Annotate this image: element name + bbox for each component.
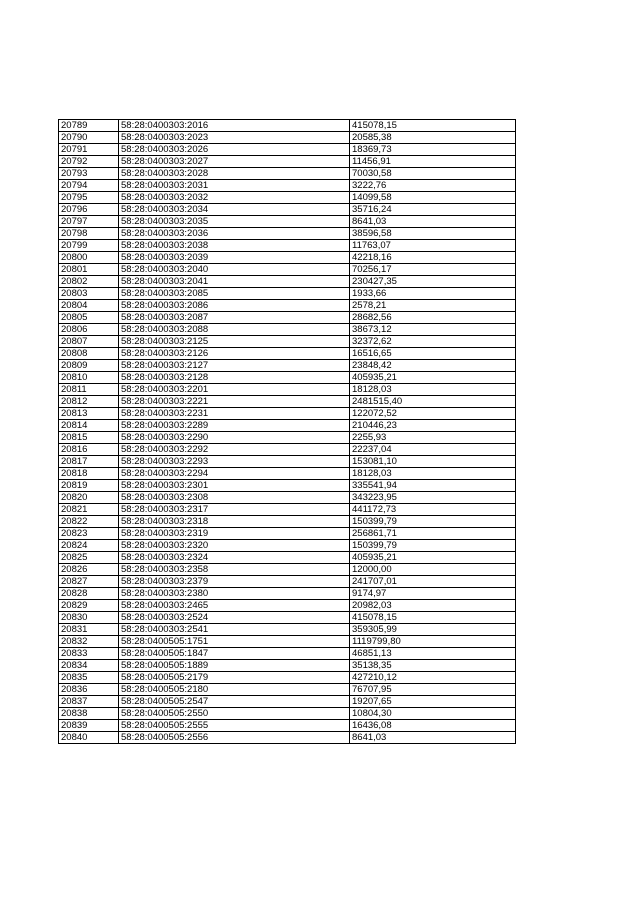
- table-row: [59, 732, 516, 744]
- value-cell: 12000,00: [350, 564, 516, 576]
- value-cell: 427210,12: [350, 672, 516, 684]
- row-number-cell: 20826: [59, 564, 119, 576]
- table-row: [59, 408, 516, 420]
- cadastral-number-cell: 58:28:0400303:2231: [119, 408, 350, 420]
- row-number-cell: 20811: [59, 384, 119, 396]
- table-row: [59, 504, 516, 516]
- cadastral-number-cell: 58:28:0400303:2379: [119, 576, 350, 588]
- cadastral-number-cell: 58:28:0400303:2524: [119, 612, 350, 624]
- cadastral-number-cell: 58:28:0400303:2289: [119, 420, 350, 432]
- row-number-cell: 20840: [59, 732, 119, 744]
- value-cell: 405935,21: [350, 552, 516, 564]
- row-number-cell: 20802: [59, 276, 119, 288]
- row-number-cell: 20794: [59, 180, 119, 192]
- table-row: [59, 264, 516, 276]
- row-number-cell: 20822: [59, 516, 119, 528]
- value-cell: 210446,23: [350, 420, 516, 432]
- value-cell: 16436,08: [350, 720, 516, 732]
- table-row: [59, 636, 516, 648]
- table-row: [59, 456, 516, 468]
- value-cell: 2255,93: [350, 432, 516, 444]
- row-number-cell: 20833: [59, 648, 119, 660]
- table-row: [59, 660, 516, 672]
- value-cell: 1933,66: [350, 288, 516, 300]
- row-number-cell: 20838: [59, 708, 119, 720]
- cadastral-number-cell: 58:28:0400303:2039: [119, 252, 350, 264]
- value-cell: 230427,35: [350, 276, 516, 288]
- row-number-cell: 20831: [59, 624, 119, 636]
- value-cell: 23848,42: [350, 360, 516, 372]
- row-number-cell: 20828: [59, 588, 119, 600]
- table-row: [59, 696, 516, 708]
- cadastral-number-cell: 58:28:0400303:2320: [119, 540, 350, 552]
- cadastral-number-cell: 58:28:0400303:2088: [119, 324, 350, 336]
- table-row: [59, 312, 516, 324]
- value-cell: 22237,04: [350, 444, 516, 456]
- row-number-cell: 20797: [59, 216, 119, 228]
- cadastral-number-cell: 58:28:0400505:2547: [119, 696, 350, 708]
- cadastral-number-cell: 58:28:0400303:2127: [119, 360, 350, 372]
- row-number-cell: 20808: [59, 348, 119, 360]
- table-row: [59, 720, 516, 732]
- value-cell: 150399,79: [350, 516, 516, 528]
- cadastral-number-cell: 58:28:0400303:2027: [119, 156, 350, 168]
- cadastral-number-cell: 58:28:0400303:2541: [119, 624, 350, 636]
- cadastral-number-cell: 58:28:0400303:2087: [119, 312, 350, 324]
- value-cell: 42218,16: [350, 252, 516, 264]
- row-number-cell: 20820: [59, 492, 119, 504]
- table-row: [59, 624, 516, 636]
- value-cell: 20982,03: [350, 600, 516, 612]
- table-row: [59, 708, 516, 720]
- row-number-cell: 20806: [59, 324, 119, 336]
- row-number-cell: 20791: [59, 144, 119, 156]
- table-row: [59, 252, 516, 264]
- table-row: [59, 216, 516, 228]
- cadastral-number-cell: 58:28:0400303:2301: [119, 480, 350, 492]
- table-row: [59, 600, 516, 612]
- row-number-cell: 20829: [59, 600, 119, 612]
- row-number-cell: 20815: [59, 432, 119, 444]
- table-row: [59, 384, 516, 396]
- row-number-cell: 20796: [59, 204, 119, 216]
- table-row: [59, 468, 516, 480]
- value-cell: 122072,52: [350, 408, 516, 420]
- row-number-cell: 20807: [59, 336, 119, 348]
- table-row: [59, 156, 516, 168]
- table-row: [59, 516, 516, 528]
- cadastral-number-cell: 58:28:0400303:2221: [119, 396, 350, 408]
- row-number-cell: 20821: [59, 504, 119, 516]
- row-number-cell: 20839: [59, 720, 119, 732]
- cadastral-number-cell: 58:28:0400303:2026: [119, 144, 350, 156]
- table-row: [59, 612, 516, 624]
- table-row: [59, 492, 516, 504]
- cadastral-number-cell: 58:28:0400303:2358: [119, 564, 350, 576]
- value-cell: 3222,76: [350, 180, 516, 192]
- value-cell: 241707,01: [350, 576, 516, 588]
- value-cell: 18128,03: [350, 468, 516, 480]
- value-cell: 28682,56: [350, 312, 516, 324]
- cadastral-number-cell: 58:28:0400303:2040: [119, 264, 350, 276]
- cadastral-number-cell: 58:28:0400303:2032: [119, 192, 350, 204]
- row-number-cell: 20798: [59, 228, 119, 240]
- data-table: [58, 119, 516, 744]
- value-cell: 46851,13: [350, 648, 516, 660]
- table-row: [59, 228, 516, 240]
- value-cell: 415078,15: [350, 612, 516, 624]
- cadastral-number-cell: 58:28:0400505:1751: [119, 636, 350, 648]
- cadastral-number-cell: 58:28:0400505:2179: [119, 672, 350, 684]
- value-cell: 2578,21: [350, 300, 516, 312]
- row-number-cell: 20837: [59, 696, 119, 708]
- table-row: [59, 132, 516, 144]
- row-number-cell: 20818: [59, 468, 119, 480]
- row-number-cell: 20827: [59, 576, 119, 588]
- row-number-cell: 20799: [59, 240, 119, 252]
- value-cell: 415078,15: [350, 120, 516, 132]
- table-row: [59, 672, 516, 684]
- value-cell: 11763,07: [350, 240, 516, 252]
- cadastral-number-cell: 58:28:0400303:2324: [119, 552, 350, 564]
- value-cell: 11456,91: [350, 156, 516, 168]
- row-number-cell: 20817: [59, 456, 119, 468]
- row-number-cell: 20830: [59, 612, 119, 624]
- row-number-cell: 20801: [59, 264, 119, 276]
- value-cell: 14099,58: [350, 192, 516, 204]
- row-number-cell: 20835: [59, 672, 119, 684]
- value-cell: 70030,58: [350, 168, 516, 180]
- table-row: [59, 336, 516, 348]
- cadastral-number-cell: 58:28:0400505:2550: [119, 708, 350, 720]
- table-row: [59, 360, 516, 372]
- table-row: [59, 684, 516, 696]
- value-cell: 70256,17: [350, 264, 516, 276]
- value-cell: 405935,21: [350, 372, 516, 384]
- row-number-cell: 20836: [59, 684, 119, 696]
- cadastral-number-cell: 58:28:0400505:2556: [119, 732, 350, 744]
- table-row: [59, 276, 516, 288]
- cadastral-number-cell: 58:28:0400303:2034: [119, 204, 350, 216]
- table-row: [59, 324, 516, 336]
- value-cell: 18369,73: [350, 144, 516, 156]
- row-number-cell: 20789: [59, 120, 119, 132]
- row-number-cell: 20804: [59, 300, 119, 312]
- row-number-cell: 20800: [59, 252, 119, 264]
- cadastral-number-cell: 58:28:0400303:2031: [119, 180, 350, 192]
- value-cell: 256861,71: [350, 528, 516, 540]
- value-cell: 8641,03: [350, 216, 516, 228]
- row-number-cell: 20803: [59, 288, 119, 300]
- value-cell: 18128,03: [350, 384, 516, 396]
- value-cell: 9174,97: [350, 588, 516, 600]
- cadastral-number-cell: 58:28:0400303:2465: [119, 600, 350, 612]
- value-cell: 335541,94: [350, 480, 516, 492]
- table-body: [59, 120, 516, 744]
- row-number-cell: 20795: [59, 192, 119, 204]
- cadastral-number-cell: 58:28:0400505:1847: [119, 648, 350, 660]
- cadastral-number-cell: 58:28:0400303:2294: [119, 468, 350, 480]
- cadastral-number-cell: 58:28:0400303:2023: [119, 132, 350, 144]
- cadastral-number-cell: 58:28:0400303:2036: [119, 228, 350, 240]
- row-number-cell: 20819: [59, 480, 119, 492]
- row-number-cell: 20793: [59, 168, 119, 180]
- value-cell: 76707,95: [350, 684, 516, 696]
- value-cell: 16516,65: [350, 348, 516, 360]
- row-number-cell: 20790: [59, 132, 119, 144]
- row-number-cell: 20814: [59, 420, 119, 432]
- cadastral-number-cell: 58:28:0400303:2293: [119, 456, 350, 468]
- table-row: [59, 480, 516, 492]
- cadastral-number-cell: 58:28:0400303:2201: [119, 384, 350, 396]
- table-row: [59, 300, 516, 312]
- value-cell: 359305,99: [350, 624, 516, 636]
- cadastral-number-cell: 58:28:0400303:2016: [119, 120, 350, 132]
- table-row: [59, 552, 516, 564]
- table-row: [59, 432, 516, 444]
- value-cell: 153081,10: [350, 456, 516, 468]
- table-row: [59, 444, 516, 456]
- value-cell: 10804,30: [350, 708, 516, 720]
- table-row: [59, 168, 516, 180]
- value-cell: 1119799,80: [350, 636, 516, 648]
- value-cell: 150399,79: [350, 540, 516, 552]
- table-row: [59, 348, 516, 360]
- cadastral-number-cell: 58:28:0400303:2380: [119, 588, 350, 600]
- value-cell: 20585,38: [350, 132, 516, 144]
- table-row: [59, 372, 516, 384]
- row-number-cell: 20832: [59, 636, 119, 648]
- cadastral-number-cell: 58:28:0400303:2318: [119, 516, 350, 528]
- table-row: [59, 240, 516, 252]
- cadastral-number-cell: 58:28:0400303:2035: [119, 216, 350, 228]
- table-row: [59, 144, 516, 156]
- row-number-cell: 20812: [59, 396, 119, 408]
- cadastral-number-cell: 58:28:0400303:2290: [119, 432, 350, 444]
- cadastral-number-cell: 58:28:0400303:2308: [119, 492, 350, 504]
- cadastral-number-cell: 58:28:0400303:2085: [119, 288, 350, 300]
- cadastral-number-cell: 58:28:0400303:2128: [119, 372, 350, 384]
- cadastral-number-cell: 58:28:0400303:2126: [119, 348, 350, 360]
- value-cell: 2481515,40: [350, 396, 516, 408]
- row-number-cell: 20816: [59, 444, 119, 456]
- value-cell: 38596,58: [350, 228, 516, 240]
- table-row: [59, 528, 516, 540]
- cadastral-number-cell: 58:28:0400303:2292: [119, 444, 350, 456]
- cadastral-number-cell: 58:28:0400303:2125: [119, 336, 350, 348]
- cadastral-number-cell: 58:28:0400303:2038: [119, 240, 350, 252]
- row-number-cell: 20809: [59, 360, 119, 372]
- cadastral-number-cell: 58:28:0400303:2317: [119, 504, 350, 516]
- cadastral-number-cell: 58:28:0400303:2086: [119, 300, 350, 312]
- table-row: [59, 420, 516, 432]
- row-number-cell: 20813: [59, 408, 119, 420]
- value-cell: 8641,03: [350, 732, 516, 744]
- cadastral-number-cell: 58:28:0400303:2041: [119, 276, 350, 288]
- cadastral-number-cell: 58:28:0400505:2180: [119, 684, 350, 696]
- table-row: [59, 576, 516, 588]
- cadastral-number-cell: 58:28:0400505:2555: [119, 720, 350, 732]
- table-row: [59, 588, 516, 600]
- value-cell: 32372,62: [350, 336, 516, 348]
- row-number-cell: 20805: [59, 312, 119, 324]
- value-cell: 35138,35: [350, 660, 516, 672]
- row-number-cell: 20823: [59, 528, 119, 540]
- table-row: [59, 204, 516, 216]
- value-cell: 441172,73: [350, 504, 516, 516]
- table-row: [59, 396, 516, 408]
- row-number-cell: 20810: [59, 372, 119, 384]
- table-row: [59, 540, 516, 552]
- value-cell: 35716,24: [350, 204, 516, 216]
- row-number-cell: 20825: [59, 552, 119, 564]
- table-row: [59, 120, 516, 132]
- row-number-cell: 20834: [59, 660, 119, 672]
- cadastral-number-cell: 58:28:0400505:1889: [119, 660, 350, 672]
- table-row: [59, 288, 516, 300]
- value-cell: 19207,65: [350, 696, 516, 708]
- value-cell: 343223,95: [350, 492, 516, 504]
- table-row: [59, 564, 516, 576]
- table-row: [59, 192, 516, 204]
- row-number-cell: 20824: [59, 540, 119, 552]
- table-row: [59, 180, 516, 192]
- cadastral-number-cell: 58:28:0400303:2028: [119, 168, 350, 180]
- table-row: [59, 648, 516, 660]
- value-cell: 38673,12: [350, 324, 516, 336]
- row-number-cell: 20792: [59, 156, 119, 168]
- cadastral-number-cell: 58:28:0400303:2319: [119, 528, 350, 540]
